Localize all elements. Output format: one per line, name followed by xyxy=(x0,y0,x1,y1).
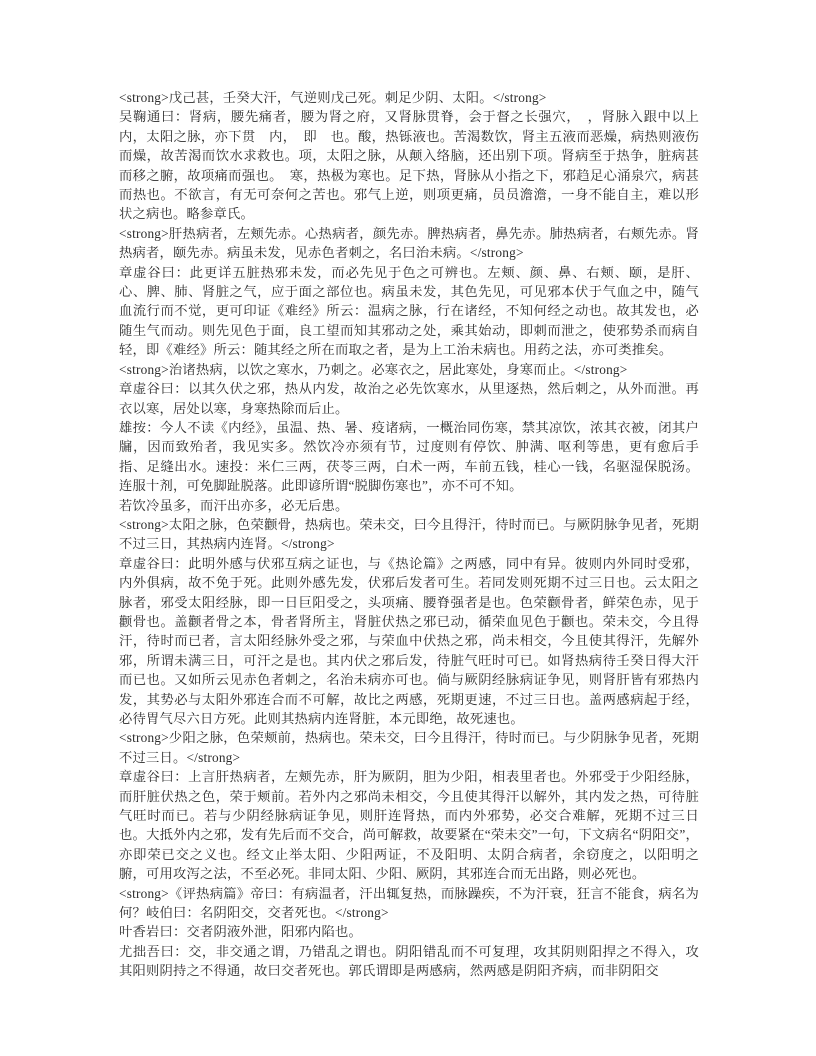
paragraph-strong-quote: <strong>肝热病者，左颊先赤。心热病者，颜先赤。脾热病者，鼻先赤。肺热病者，右颊先赤。肾热病者，颐先赤。病虽未发，见赤色者刺之，名曰治未病。</strong> xyxy=(119,225,699,261)
paragraph-commentary: 章虚谷曰：此明外感与伏邪互病之证也，与《热论篇》之两感，同中有异。彼则内外同时受邪，内外俱病，故不免于死。此则外感先发，伏邪后发者可生。若同发则死期不过三日也。云太阳之脉者，邪受太阳经脉，即一日巨阳受之，头项痛、腰脊强者是也。色荣颧骨者，鲜荣色赤，见于颧骨也。盖颧者骨之本，骨者肾所主，肾脏伏热之邪已动，循荣血见色于颧也。荣未交，今且得汗，待时而已者，言太阳经脉外受之邪，与荣血中伏热之邪，尚未相交，今且使其得汗，先解外邪，所谓未满三日，可汗之是也。其内伏之邪后发，待脏气旺时可已。如肾热病待壬癸日得大汗而已也。又如所云见赤色者刺之，名治未病亦可也。倘与厥阴经脉病证争见，则肾肝皆有邪热内发，其势必与太阳外邪连合而不可解，故比之两感，死期更速，不过三日也。盖两感病起于经，必待胃气尽六日方死。此则其热病内连肾脏，本元即绝，故死速也。 xyxy=(119,555,699,726)
paragraph-commentary: 章虚谷曰：以其久伏之邪，热从内发，故治之必先饮寒水，从里逐热，然后刺之，从外而泄。再衣以寒，居处以寒，身寒热除而后止。 xyxy=(119,381,699,416)
paragraph-commentary: 吴鞠通曰：肾病，腰先痛者，腰为肾之府，又肾脉贯脊，会于督之长强穴， ，肾脉入跟中以上内，太阳之脉，亦下贯 内， 即 也。酸，热铄液也。苦渴数饮，肾主五液而恶燥，病热则液伤而燥，故苦渴而饮水求救也。项，太阳之脉，从颠入络脑，还出别下项。肾病至于热争，脏病甚而移之腑，故项痛而强也。 寒，热极为寒也。足下热，肾脉从小指之下，邪趋足心涌泉穴，病甚而热也。不欲言，有无可奈何之苦也。邪气上逆，则项更痛，员员澹澹，一身不能自主，难以形状之病也。略参章氏。 xyxy=(119,109,699,222)
paragraph-commentary: 章虚谷曰：上言肝热病者，左颊先赤，肝为厥阴，胆为少阳，相表里者也。外邪受于少阳经脉，而肝脏伏热之色，荣于颊前。若外内之邪尚未相交，今且使其得汗以解外，其内发之热，可待脏气旺时而已。若与少阴经脉病证争见，则肝连肾热，而内外邪势，必交合难解，死期不过三日也。大抵外内之邪，发有先后而不交合，尚可解救，故要紧在“荣未交”一句，下文病名“阴阳交”，亦即荣已交之义也。经文止举太阳、少阳两证，不及阳明、太阴合病者，余窃度之，以阳明之腑，可用攻泻之法，不至必死。非同太阳、少阳、厥阴，其邪连合而无出路，则必死也。 xyxy=(119,769,699,882)
paragraph-commentary: 叶香岩曰：交者阴液外泄，阳邪内陷也。 xyxy=(119,924,362,940)
paragraph-commentary: 尤拙吾曰：交，非交通之谓，乃错乱之谓也。阴阳错乱而不可复理，攻其阴则阳捍之不得入，攻其阳则阴持之不得通，故曰交者死也。郭氏谓即是两感病，然两感是阴阳齐病，而非阴阳交 xyxy=(119,943,699,979)
text-block xyxy=(119,88,699,981)
paragraph-commentary: 雄按：今人不读《内经》，虽温、热、暑、疫诸病，一概治同伤寒，禁其凉饮，浓其衣被，闭其户牖，因而致殆者，我见实多。然饮冷亦须有节，过度则有停饮、肿满、呕利等患，更有愈后手指、足缝出水。速投：米仁三两，茯苓三两，白术一两，车前五钱，桂心一钱，名驱湿保脱汤。连服十剂，可免脚趾脱落。此即谚所谓“脱脚伤寒也”，亦不可不知。 xyxy=(119,419,699,494)
paragraph-strong-quote: <strong>戊己甚，壬癸大汗，气逆则戊己死。刺足少阴、太阳。</strong> xyxy=(119,90,547,105)
paragraph-strong-quote: <strong>治诸热病，以饮之寒水，乃刺之。必寒衣之，居此寒处，身寒而止。</strong> xyxy=(119,361,628,377)
paragraph-strong-quote: <strong>少阳之脉，色荣颊前，热病也。荣未交，曰今且得汗，待时而已。与少阴脉争见者，死期不过三日。</strong> xyxy=(119,730,699,765)
paragraph-commentary: 章虚谷曰：此更详五脏热邪未发，而必先见于色之可辨也。左颊、颜、鼻、右颊、颐，是肝、心、脾、肺、肾脏之气，应于面之部位也。病虽未发，其色先见，可见邪本伏于气血之中，随气血流行而不觉，更可印证《难经》所云：温病之脉，行在诸经，不知何经之动也。故其发也，必随生气而动。则先见色于面，良工望而知其邪动之处，乘其始动，即刺而泄之，使邪势杀而病自轻，即《难经》所云：随其经之所在而取之者，是为上工治未病也。用药之法，亦可类推矣。 xyxy=(119,264,699,358)
paragraph-strong-quote: <strong>《评热病篇》帝曰：有病温者，汗出辄复热，而脉躁疾，不为汗衰，狂言不能食，病名为何？岐伯曰：名阴阳交，交者死也。</strong> xyxy=(119,885,699,921)
paragraph-commentary: 若饮冷虽多，而汗出亦多，必无后患。 xyxy=(119,497,349,513)
paragraph-strong-quote: <strong>太阳之脉，色荣颧骨，热病也。荣未交，曰今且得汗，待时而已。与厥阴脉争见者，死期不过三日，其热病内连肾。</strong> xyxy=(119,516,699,552)
